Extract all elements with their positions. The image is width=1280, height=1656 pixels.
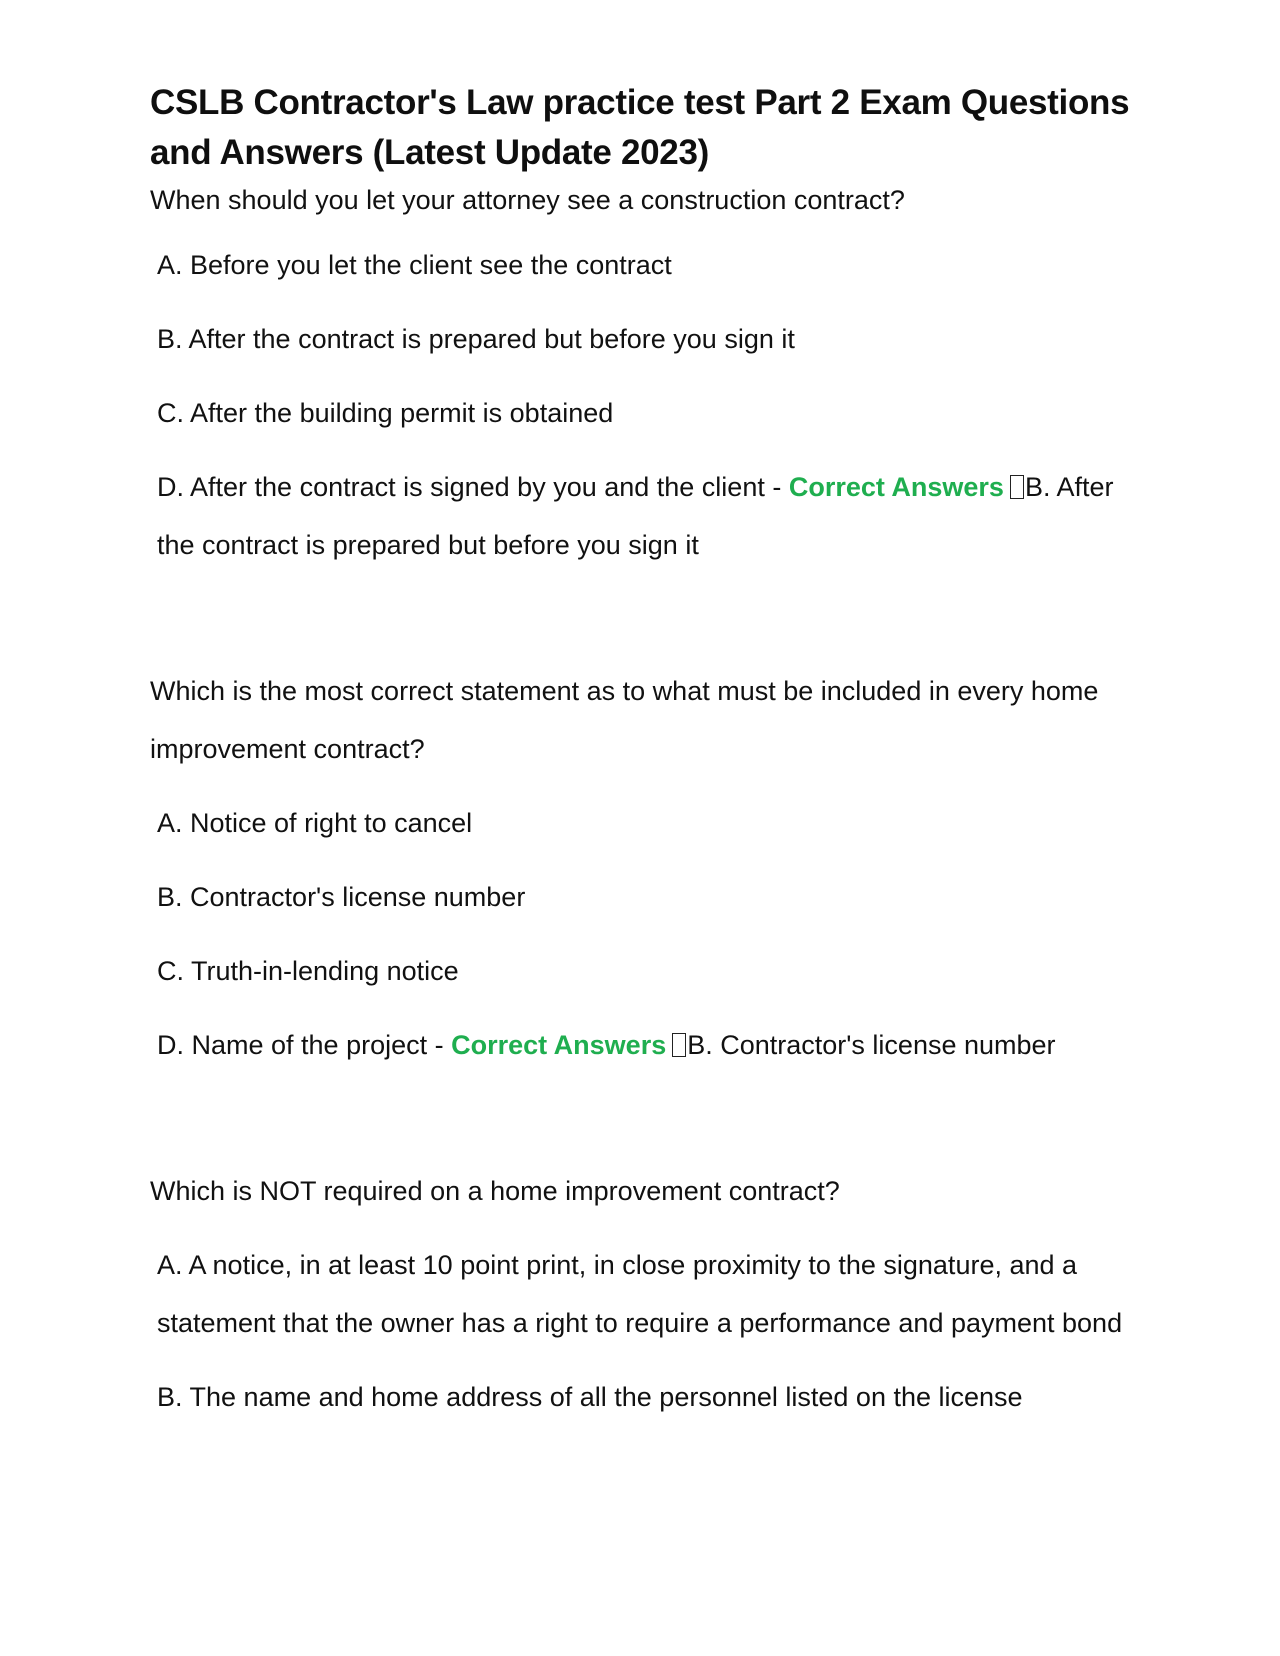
document-page [150, 78, 1140, 1426]
document-title: CSLB Contractor's Law practice test Part 2 Exam Questions and Answers (Latest Update 2023) [150, 83, 1130, 172]
option-b: B. After the contract is prepared but before you sign it [157, 324, 795, 354]
question-2 [150, 662, 1140, 1074]
question-3 [150, 1162, 1140, 1426]
option-d: D. After the contract is signed by you and the client - [157, 472, 782, 502]
option-b: B. The name and home address of all the personnel listed on the license [157, 1382, 1023, 1412]
box-glyph-icon [1010, 475, 1024, 499]
correct-answers-label: Correct Answers [451, 1030, 667, 1060]
answer-text: B. Contractor's license number [687, 1030, 1056, 1060]
option-b: B. Contractor's license number [157, 882, 526, 912]
option-a: A. A notice, in at least 10 point print, in close proximity to the signature, and a statement that the owner has a right to require a performance and payment bond [157, 1250, 1123, 1338]
option-c: C. Truth-in-lending notice [157, 956, 459, 986]
option-a: A. Before you let the client see the contract [157, 250, 672, 280]
correct-answers-label: Correct Answers [788, 472, 1004, 502]
answer-text: B. After the contract is prepared but before you sign it [157, 472, 1114, 560]
question-text: Which is NOT required on a home improvement contract? [150, 1176, 840, 1206]
option-d-with-answer [150, 458, 1140, 574]
question-1 [150, 178, 1140, 574]
option-d: D. Name of the project - [157, 1030, 444, 1060]
box-glyph-icon [672, 1033, 686, 1057]
question-text: When should you let your attorney see a construction contract? [150, 185, 905, 215]
question-text: Which is the most correct statement as to what must be included in every home improvement contract? [150, 676, 1099, 764]
option-a: A. Notice of right to cancel [157, 808, 473, 838]
option-d-with-answer [150, 1016, 1140, 1074]
option-c: C. After the building permit is obtained [157, 398, 614, 428]
